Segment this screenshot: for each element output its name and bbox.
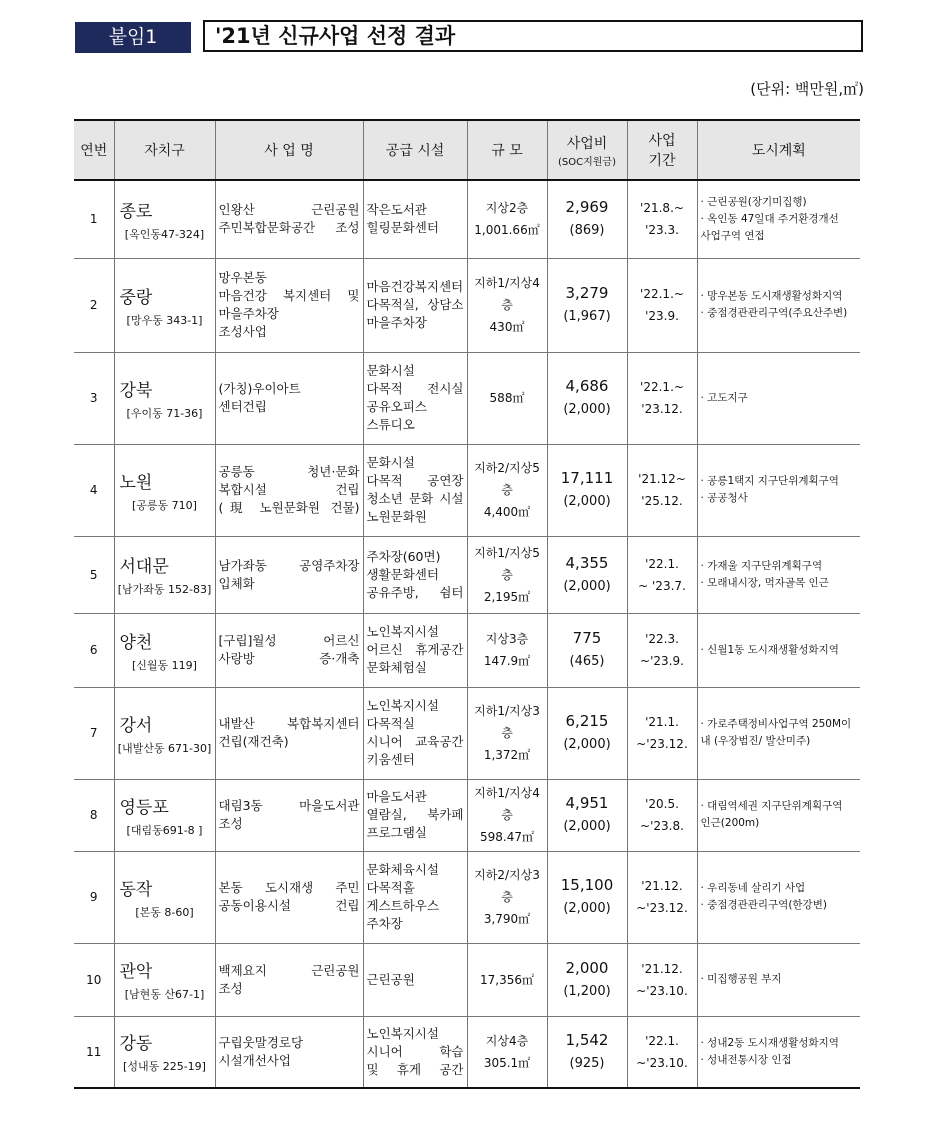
row-cost xyxy=(547,352,627,444)
facility-line: 노인복지시설 xyxy=(366,1025,439,1041)
header-no: 연번 xyxy=(74,120,114,180)
facility-line: 열람실, 북카페 xyxy=(366,807,464,822)
row-scale xyxy=(467,258,547,352)
row-plan xyxy=(697,536,860,613)
row-cost xyxy=(547,536,627,613)
plan-line: · 가로주택정비사업구역 250M이 xyxy=(700,718,852,730)
project-line: 마을주차장 xyxy=(218,306,279,321)
facility-line: 노인복지시설 xyxy=(366,624,439,639)
row-district xyxy=(114,687,215,779)
row-facility xyxy=(363,536,467,613)
scale-line: 17,356㎡ xyxy=(480,972,534,987)
project-line: 주민복합문화공간 조성 xyxy=(218,220,360,236)
row-scale xyxy=(467,851,547,943)
project-line: (現 노원문화원 건물) xyxy=(218,500,360,515)
cost-value: 2,969 xyxy=(565,198,609,217)
row-district xyxy=(114,943,215,1016)
project-line: 구립웃말경로당 xyxy=(218,1034,304,1050)
period-line: '21.8.~ xyxy=(640,201,684,216)
scale-line: 지하1/지상5층 xyxy=(474,545,540,582)
title-box xyxy=(203,20,863,52)
header-cost-label: 사업비 xyxy=(566,135,608,152)
row-district xyxy=(114,613,215,687)
row-facility xyxy=(363,1016,467,1088)
facility-line: 마음건강복지센터 xyxy=(366,279,464,294)
district-address: [공릉동 710] xyxy=(132,498,197,512)
project-line: 건립(재건축) xyxy=(218,734,289,749)
facility-line: 및 휴게 공간 xyxy=(366,1061,464,1077)
cost-value: 15,100 xyxy=(560,876,614,894)
facility-line: 문화시설 xyxy=(366,363,415,378)
plan-line: 내 (우장범진/ 발산미주) xyxy=(700,735,811,747)
facility-line: 게스트하우스 xyxy=(366,898,439,913)
project-line: 센터건립 xyxy=(218,399,267,414)
facility-line: 문화체육시설 xyxy=(366,862,439,877)
plan-line: · 우리동네 살리기 사업 xyxy=(700,882,806,894)
row-project xyxy=(215,180,363,258)
soc-value: (1,200) xyxy=(563,983,611,999)
row-no: 4 xyxy=(74,444,114,536)
row-facility xyxy=(363,258,467,352)
row-project xyxy=(215,687,363,779)
table-row xyxy=(74,613,860,687)
plan-line: · 고도지구 xyxy=(700,391,748,404)
scale-line: 1,001.66㎡ xyxy=(474,223,540,238)
table-row xyxy=(74,258,860,352)
row-plan xyxy=(697,180,860,258)
scale-line: 598.47㎡ xyxy=(480,830,534,844)
facility-line: 마을주차장 xyxy=(366,315,427,330)
row-period xyxy=(627,943,697,1016)
district-name: 강북 xyxy=(119,380,153,401)
project-line: 본동 도시재생 주민 xyxy=(218,880,360,895)
row-scale xyxy=(467,180,547,258)
header-project: 사 업 명 xyxy=(215,120,363,180)
period-line: ~'23.8. xyxy=(640,819,684,833)
scale-line: 지상3층 xyxy=(485,632,529,646)
district-address: [우이동 71-36] xyxy=(126,406,203,420)
project-line: 복합시설 건립 xyxy=(218,482,360,497)
period-line: '23.9. xyxy=(645,309,679,323)
row-cost xyxy=(547,851,627,943)
row-facility xyxy=(363,687,467,779)
scale-line: 1,372㎡ xyxy=(483,748,531,762)
cost-value: 2,000 xyxy=(565,958,609,977)
plan-line: · 성내2동 도시재생활성화지역 xyxy=(700,1036,839,1049)
project-line: 시설개선사업 xyxy=(218,1052,291,1068)
facility-line: 다목적실, 상담소 xyxy=(366,297,464,312)
district-name: 관악 xyxy=(119,962,153,982)
row-cost xyxy=(547,1016,627,1088)
district-name: 종로 xyxy=(119,201,153,222)
cost-value: 4,951 xyxy=(565,794,609,812)
scale-line: 305.1㎡ xyxy=(483,1055,531,1070)
period-line: ~'23.12. xyxy=(636,737,688,751)
row-cost xyxy=(547,943,627,1016)
scale-line: 588㎡ xyxy=(489,391,525,405)
row-scale xyxy=(467,1016,547,1088)
scale-line: 지하2/지상5층 xyxy=(474,461,540,497)
facility-line: 문화체험실 xyxy=(366,660,427,675)
cost-value: 3,279 xyxy=(565,284,609,302)
soc-value: (2,000) xyxy=(563,494,611,509)
facility-line: 시니어 학습 xyxy=(366,1043,464,1059)
period-line: '22.1. xyxy=(645,556,679,571)
row-period xyxy=(627,536,697,613)
project-line: 조성사업 xyxy=(218,324,267,339)
district-name: 양천 xyxy=(119,632,153,653)
project-line: 백제요지 근린공원 xyxy=(218,962,360,978)
row-plan xyxy=(697,1016,860,1088)
facility-line: 스튜디오 xyxy=(366,417,415,432)
scale-line: 지하2/지상3층 xyxy=(474,868,540,904)
row-period xyxy=(627,1016,697,1088)
plan-line: · 공릉1택지 지구단위계획구역 xyxy=(700,475,839,487)
row-district xyxy=(114,258,215,352)
facility-line: 주차장(60면) xyxy=(366,548,441,564)
facility-line: 노인복지시설 xyxy=(366,698,439,713)
district-address: [신월동 119] xyxy=(132,658,197,672)
header-cost xyxy=(547,120,627,180)
scale-line: 3,790㎡ xyxy=(483,912,531,926)
row-no: 7 xyxy=(74,687,114,779)
row-project xyxy=(215,851,363,943)
table-row xyxy=(74,779,860,851)
district-name: 서대문 xyxy=(119,557,169,577)
plan-line: · 망우본동 도시재생활성화지역 xyxy=(700,290,843,302)
facility-line: 공유오피스 xyxy=(366,399,427,414)
district-address: [성내동 225-19] xyxy=(123,1060,206,1074)
facility-line: 다목적 전시실 xyxy=(366,381,464,396)
soc-value: (2,000) xyxy=(563,901,611,916)
cost-value: 17,111 xyxy=(560,469,614,487)
row-project xyxy=(215,352,363,444)
district-address: [망우동 343-1] xyxy=(126,313,203,327)
district-name: 영등포 xyxy=(119,797,169,818)
plan-line: 인근(200m) xyxy=(700,817,760,829)
header-district: 자치구 xyxy=(114,120,215,180)
row-period xyxy=(627,180,697,258)
row-district xyxy=(114,1016,215,1088)
project-line: [구립]월성 어르신 xyxy=(218,633,360,648)
plan-line: · 신월1동 도시재생활성화지역 xyxy=(700,643,839,656)
row-district xyxy=(114,851,215,943)
period-line: '21.12. xyxy=(641,961,683,976)
district-address: [남가좌동 152-83] xyxy=(117,583,212,596)
facility-line: 청소년 문화 시설 xyxy=(366,491,464,506)
period-line: '22.3. xyxy=(645,632,679,646)
project-line: 조성 xyxy=(218,816,243,831)
project-line: 공릉동 청년·문화 xyxy=(218,464,360,479)
header-cost-sub: (SOC지원금) xyxy=(558,156,616,168)
row-project xyxy=(215,613,363,687)
scale-line: 지하1/지상4층 xyxy=(474,276,540,312)
project-line: 입체화 xyxy=(218,575,255,591)
row-cost xyxy=(547,779,627,851)
scale-line: 지하1/지상4층 xyxy=(474,786,540,822)
period-line: '20.5. xyxy=(645,797,679,811)
scale-line: 지상2층 xyxy=(485,201,529,216)
soc-value: (2,000) xyxy=(563,819,611,834)
period-line: '22.1.~ xyxy=(640,380,684,394)
soc-value: (869) xyxy=(569,223,605,239)
row-district xyxy=(114,779,215,851)
table-row xyxy=(74,851,860,943)
row-facility xyxy=(363,943,467,1016)
facility-line: 생활문화센터 xyxy=(366,566,439,582)
district-address: [내발산동 671-30] xyxy=(117,741,212,755)
row-scale xyxy=(467,536,547,613)
period-line: ~'23.9. xyxy=(640,654,684,668)
plan-line: · 모래내시장, 먹자골목 인근 xyxy=(700,576,829,589)
period-line: '21.1. xyxy=(645,715,679,729)
table-row xyxy=(74,1016,860,1088)
row-period xyxy=(627,613,697,687)
plan-line: · 성내전통시장 인접 xyxy=(700,1053,792,1066)
plan-line: · 공공청사 xyxy=(700,492,748,504)
row-district xyxy=(114,180,215,258)
plan-line: · 중점경관관리구역(한강변) xyxy=(700,899,827,911)
plan-line: · 중점경관관리구역(주요산주변) xyxy=(700,307,848,319)
row-no: 5 xyxy=(74,536,114,613)
cost-value: 6,215 xyxy=(565,712,609,730)
facility-line: 다목적실 xyxy=(366,716,415,731)
row-cost xyxy=(547,613,627,687)
header-facility: 공급 시설 xyxy=(363,120,467,180)
unit-label: (단위: 백만원,㎡) xyxy=(750,80,864,98)
soc-value: (2,000) xyxy=(563,402,611,417)
facility-line: 주차장 xyxy=(366,916,403,931)
row-district xyxy=(114,352,215,444)
row-plan xyxy=(697,779,860,851)
row-project xyxy=(215,536,363,613)
table-row xyxy=(74,536,860,613)
scale-line: 4,400㎡ xyxy=(483,505,531,519)
row-plan xyxy=(697,687,860,779)
district-name: 중랑 xyxy=(119,287,153,308)
facility-line: 어르신 휴게공간 xyxy=(366,642,464,657)
facility-line: 힐링문화센터 xyxy=(366,220,439,236)
row-facility xyxy=(363,613,467,687)
period-line: '23.12. xyxy=(641,402,683,416)
row-cost xyxy=(547,687,627,779)
period-line: '21.12. xyxy=(641,879,683,893)
facility-line: 노원문화원 xyxy=(366,509,427,524)
facility-line: 키움센터 xyxy=(366,752,415,767)
plan-line: · 가재울 지구단위계획구역 xyxy=(700,559,823,572)
soc-value: (2,000) xyxy=(563,737,611,752)
header-period: 사업 기간 xyxy=(627,120,697,180)
cost-value: 4,355 xyxy=(565,553,609,572)
row-district xyxy=(114,444,215,536)
row-project xyxy=(215,258,363,352)
period-line: ~'23.10. xyxy=(636,983,688,998)
soc-value: (1,967) xyxy=(563,309,611,324)
scale-line: 147.9㎡ xyxy=(483,654,531,668)
project-line: 공동이용시설 건립 xyxy=(218,898,360,913)
table-row xyxy=(74,943,860,1016)
row-no: 3 xyxy=(74,352,114,444)
project-line: 조성 xyxy=(218,980,243,996)
row-no: 1 xyxy=(74,180,114,258)
facility-line: 작은도서관 xyxy=(366,202,427,218)
cost-value: 4,686 xyxy=(565,377,609,395)
facility-line: 다목적 공연장 xyxy=(366,473,464,488)
period-line: '22.1. xyxy=(645,1033,679,1048)
district-name: 노원 xyxy=(119,472,153,493)
row-scale xyxy=(467,352,547,444)
row-no: 10 xyxy=(74,943,114,1016)
period-line: ~ '23.7. xyxy=(638,578,686,593)
row-project xyxy=(215,779,363,851)
period-line: '25.12. xyxy=(641,494,683,508)
project-line: 망우본동 xyxy=(218,270,267,285)
period-line: ~'23.12. xyxy=(636,901,688,915)
facility-line: 시니어 교육공간 xyxy=(366,734,464,749)
table-row xyxy=(74,444,860,536)
scale-line: 2,195㎡ xyxy=(483,589,531,604)
row-no: 11 xyxy=(74,1016,114,1088)
project-line: 대림3동 마을도서관 xyxy=(218,798,360,813)
district-name: 강동 xyxy=(119,1034,153,1055)
scale-line: 430㎡ xyxy=(489,320,525,334)
project-line: 사랑방 증·개축 xyxy=(218,651,360,666)
scale-line: 지하1/지상3층 xyxy=(474,704,540,740)
period-line: '23.3. xyxy=(645,223,679,238)
row-project xyxy=(215,943,363,1016)
page-title: '21년 신규사업 선정 결과 xyxy=(215,24,456,48)
project-line: (가칭)우이아트 xyxy=(218,381,301,396)
district-address: [본동 8-60] xyxy=(135,905,194,919)
row-facility xyxy=(363,779,467,851)
plan-line: · 대림역세권 지구단위계획구역 xyxy=(700,800,843,812)
row-project xyxy=(215,444,363,536)
row-plan xyxy=(697,851,860,943)
row-no: 8 xyxy=(74,779,114,851)
project-line: 내발산 복합복지센터 xyxy=(218,716,360,731)
facility-line: 다목적홀 xyxy=(366,880,415,895)
row-period xyxy=(627,444,697,536)
cost-value: 775 xyxy=(572,629,602,647)
header-row xyxy=(74,120,860,180)
district-address: [대림동691-8 ] xyxy=(126,823,203,837)
table-row xyxy=(74,687,860,779)
project-line: 인왕산 근린공원 xyxy=(218,202,360,218)
row-facility xyxy=(363,352,467,444)
facility-line: 문화시설 xyxy=(366,455,415,470)
row-facility xyxy=(363,444,467,536)
row-plan xyxy=(697,258,860,352)
facility-line: 프로그램실 xyxy=(366,825,427,840)
header-scale: 규 모 xyxy=(467,120,547,180)
row-no: 9 xyxy=(74,851,114,943)
row-scale xyxy=(467,444,547,536)
table-row xyxy=(74,352,860,444)
project-table xyxy=(74,119,860,1089)
table-row xyxy=(74,180,860,258)
row-no: 2 xyxy=(74,258,114,352)
district-address: [남현동 산67-1] xyxy=(124,988,205,1001)
plan-line: 사업구역 연접 xyxy=(700,229,765,242)
row-plan xyxy=(697,352,860,444)
row-period xyxy=(627,352,697,444)
attachment-tag: 붙임1 xyxy=(75,22,191,53)
row-plan xyxy=(697,613,860,687)
row-period xyxy=(627,687,697,779)
period-line: '21.12~ xyxy=(638,472,686,486)
soc-value: (2,000) xyxy=(563,578,611,594)
row-scale xyxy=(467,687,547,779)
plan-line: · 근린공원(장기미집행) xyxy=(700,195,807,208)
row-cost xyxy=(547,444,627,536)
period-line: '22.1.~ xyxy=(640,287,684,301)
district-name: 동작 xyxy=(119,879,153,900)
row-period xyxy=(627,851,697,943)
cost-value: 1,542 xyxy=(565,1030,609,1049)
plan-line: · 옥인동 47일대 주거환경개선 xyxy=(700,212,839,225)
row-facility xyxy=(363,180,467,258)
row-period xyxy=(627,779,697,851)
row-cost xyxy=(547,180,627,258)
soc-value: (925) xyxy=(569,1055,605,1071)
row-plan xyxy=(697,444,860,536)
header-plan: 도시계획 xyxy=(697,120,860,180)
scale-line: 지상4층 xyxy=(485,1033,529,1048)
soc-value: (465) xyxy=(569,654,605,669)
row-scale xyxy=(467,613,547,687)
project-line: 남가좌동 공영주차장 xyxy=(218,557,360,573)
row-district xyxy=(114,536,215,613)
period-line: ~'23.10. xyxy=(636,1055,688,1070)
district-name: 강서 xyxy=(119,715,153,736)
row-plan xyxy=(697,943,860,1016)
facility-line: 마을도서관 xyxy=(366,789,427,804)
row-scale xyxy=(467,779,547,851)
district-address: [옥인동47-324] xyxy=(124,227,205,241)
row-facility xyxy=(363,851,467,943)
facility-line: 공유주방, 쉼터 xyxy=(366,584,464,600)
project-line: 마음건강 복지센터 및 xyxy=(218,288,360,303)
row-period xyxy=(627,258,697,352)
plan-line: · 미집행공원 부지 xyxy=(700,973,782,985)
row-no: 6 xyxy=(74,613,114,687)
row-cost xyxy=(547,258,627,352)
row-scale xyxy=(467,943,547,1016)
row-project xyxy=(215,1016,363,1088)
facility-line: 근린공원 xyxy=(366,971,415,987)
